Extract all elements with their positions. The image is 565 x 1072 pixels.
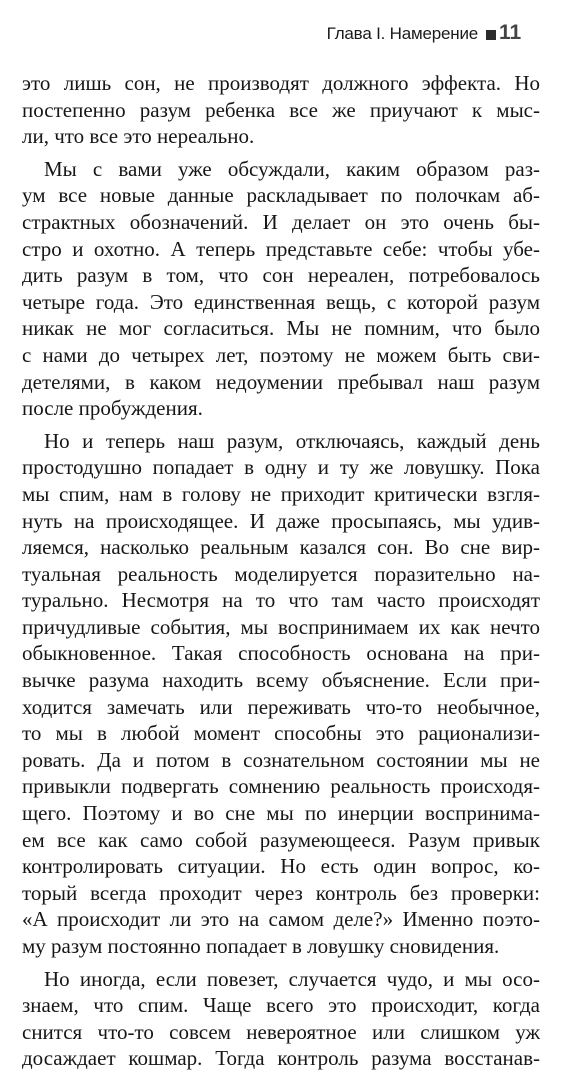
text-line: ходится замечать или переживать что-то необычное, xyxy=(22,694,540,719)
text-line: щего. Поэтому и во сне мы по инерции воспринима- xyxy=(22,801,540,826)
body-text xyxy=(22,70,540,1072)
text-line: ем все как само собой разумеющееся. Разум привык xyxy=(22,827,540,852)
text-line: Но иногда, если повезет, случается чудо, и мы осо- xyxy=(44,966,540,991)
text-line: никак не мог согласиться. Мы не помним, что было xyxy=(22,316,540,341)
page-number: 11 xyxy=(499,21,522,44)
text-line: му разум постоянно попадает в ловушку сновидения. xyxy=(22,934,500,958)
text-line: ум все новые данные раскладывает по полочкам аб- xyxy=(22,183,540,208)
text-line: ли, что все это нереально. xyxy=(22,124,255,149)
text-line: знаем, что спим. Чаще всего это происходит, когда xyxy=(22,993,540,1018)
square-bullet-icon xyxy=(486,30,496,40)
text-line: контролировать ситуации. Но есть один вопрос, ко- xyxy=(22,854,540,879)
text-line: турально. Несмотря на то что там часто происходят xyxy=(22,588,540,613)
text-line: то мы в любой момент способны это рационализи- xyxy=(22,721,540,746)
paragraph xyxy=(22,156,540,422)
text-line: четыре года. Это единственная вещь, с которой разум xyxy=(22,289,540,314)
text-line: Мы с вами уже обсуждали, каким образом раз- xyxy=(44,156,540,181)
text-line: привыкли подвергать сомнению реальность происходя- xyxy=(22,774,540,799)
text-line: нуть на происходящее. И даже просыпаясь, мы удив- xyxy=(22,508,540,533)
text-line: ровать. Да и потом в сознательном состоянии мы не xyxy=(22,747,540,772)
text-line: обыкновенное. Такая способность основана на при- xyxy=(22,641,540,666)
text-line: вычке разума находить всему объяснение. Если при- xyxy=(22,668,540,693)
paragraph xyxy=(22,428,540,960)
text-line: туальная реальность моделируется поразительно на- xyxy=(22,561,540,586)
text-line: «А происходит ли это на самом деле?» Именно поэто- xyxy=(22,907,540,932)
text-line: причудливые события, мы воспринимаем их как нечто xyxy=(22,614,540,639)
chapter-title: Глава I. Намерение xyxy=(326,24,478,43)
text-line: снится что-то совсем невероятное или слишком уж xyxy=(22,1019,540,1044)
text-line: мы спим, нам в голову не приходит критически взгля- xyxy=(22,481,540,506)
text-line: детелями, в каком недоумении пребывал наш разум xyxy=(22,369,540,394)
text-line: постепенно разум ребенка все же приучают к мыс- xyxy=(22,97,540,122)
text-line: стро и охотно. А теперь представьте себе: чтобы убе- xyxy=(22,236,540,261)
text-line: торый всегда проходит через контроль без проверки: xyxy=(22,880,540,905)
text-line: ляемся, насколько реальным казался сон. Во сне вир- xyxy=(22,535,540,560)
paragraph xyxy=(22,70,540,150)
paragraph xyxy=(22,966,540,1072)
text-line: с нами до четырех лет, поэтому не можем быть сви- xyxy=(22,342,540,367)
text-line: дить разум в том, что сон нереален, потребовалось xyxy=(22,263,540,288)
text-line: после пробуждения. xyxy=(22,396,203,421)
text-line: это лишь сон, не производят должного эффекта. Но xyxy=(22,71,540,95)
text-line: страктных обозначений. И делает он это очень бы- xyxy=(22,209,540,234)
text-line: простодушно попадает в одну и ту же ловушку. Пока xyxy=(22,455,540,480)
text-line: Но и теперь наш разум, отключаясь, каждый день xyxy=(44,428,540,453)
text-line: досаждает кошмар. Тогда контроль разума восстанав- xyxy=(22,1046,540,1071)
